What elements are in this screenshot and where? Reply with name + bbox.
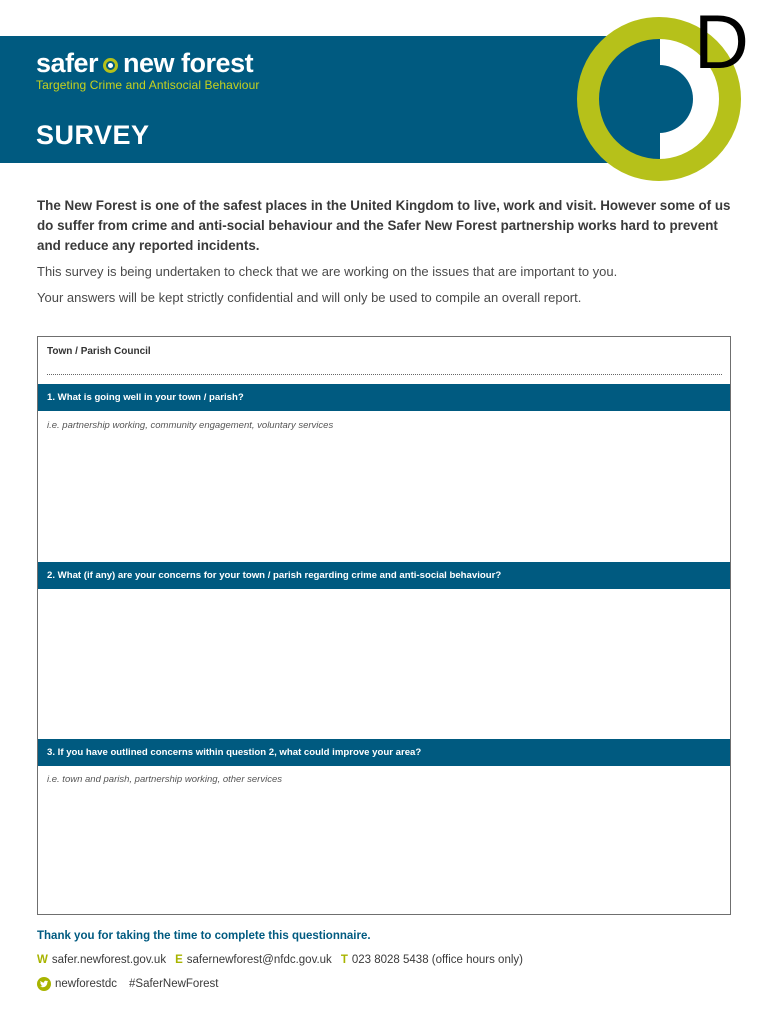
intro-paragraph-1: This survey is being undertaken to check that we are working on the issues that are important to you. [37,264,618,279]
page-title: SURVEY [36,120,150,150]
website-link[interactable]: safer.newforest.gov.uk [51,954,167,966]
logo [36,48,259,92]
intro-paragraph-2: Your answers will be kept strictly confidential and will only be used to compile an overall report. [37,290,582,305]
web-key: W [37,954,48,966]
twitter-handle[interactable]: newforestdc [55,978,118,990]
survey-form [37,336,731,915]
question-2-header: 2. What (if any) are your concerns for your town / parish regarding crime and anti-social behaviour? [38,562,730,589]
target-icon [103,58,118,73]
question-1-hint: i.e. partnership working, community engagement, voluntary services [47,420,334,431]
intro [37,196,737,308]
town-parish-label: Town / Parish Council [47,346,151,357]
corner-mark: D [694,0,749,85]
telephone: 023 8028 5438 (office hours only) [351,954,523,966]
email-link[interactable]: safernewforest@nfdc.gov.uk [186,954,332,966]
intro-bold: The New Forest is one of the safest places in the United Kingdom to live, work and visit. However some of us do suffer from crime and anti-social behaviour and the Safer New Forest partnership works hard to prevent and reduce any reported incidents. [37,198,731,253]
email-key: E [175,954,183,966]
twitter-icon [37,977,51,991]
question-3-header: 3. If you have outlined concerns within question 2, what could improve your area? [38,739,730,766]
logo-left: safer [36,48,99,78]
logo-tagline: Targeting Crime and Antisocial Behaviour [36,78,260,92]
logo-wordmark [36,48,259,78]
thanks-message: Thank you for taking the time to complete this questionnaire. [37,930,371,942]
contact-line [37,954,523,966]
tel-key: T [340,954,348,966]
social-line [37,977,219,991]
question-1-header: 1. What is going well in your town / parish? [38,384,730,411]
question-3-hint: i.e. town and parish, partnership working, other services [47,774,282,785]
town-parish-input-line[interactable] [47,374,722,375]
hashtag[interactable]: #SaferNewForest [129,978,219,990]
logo-right: new forest [123,48,254,78]
